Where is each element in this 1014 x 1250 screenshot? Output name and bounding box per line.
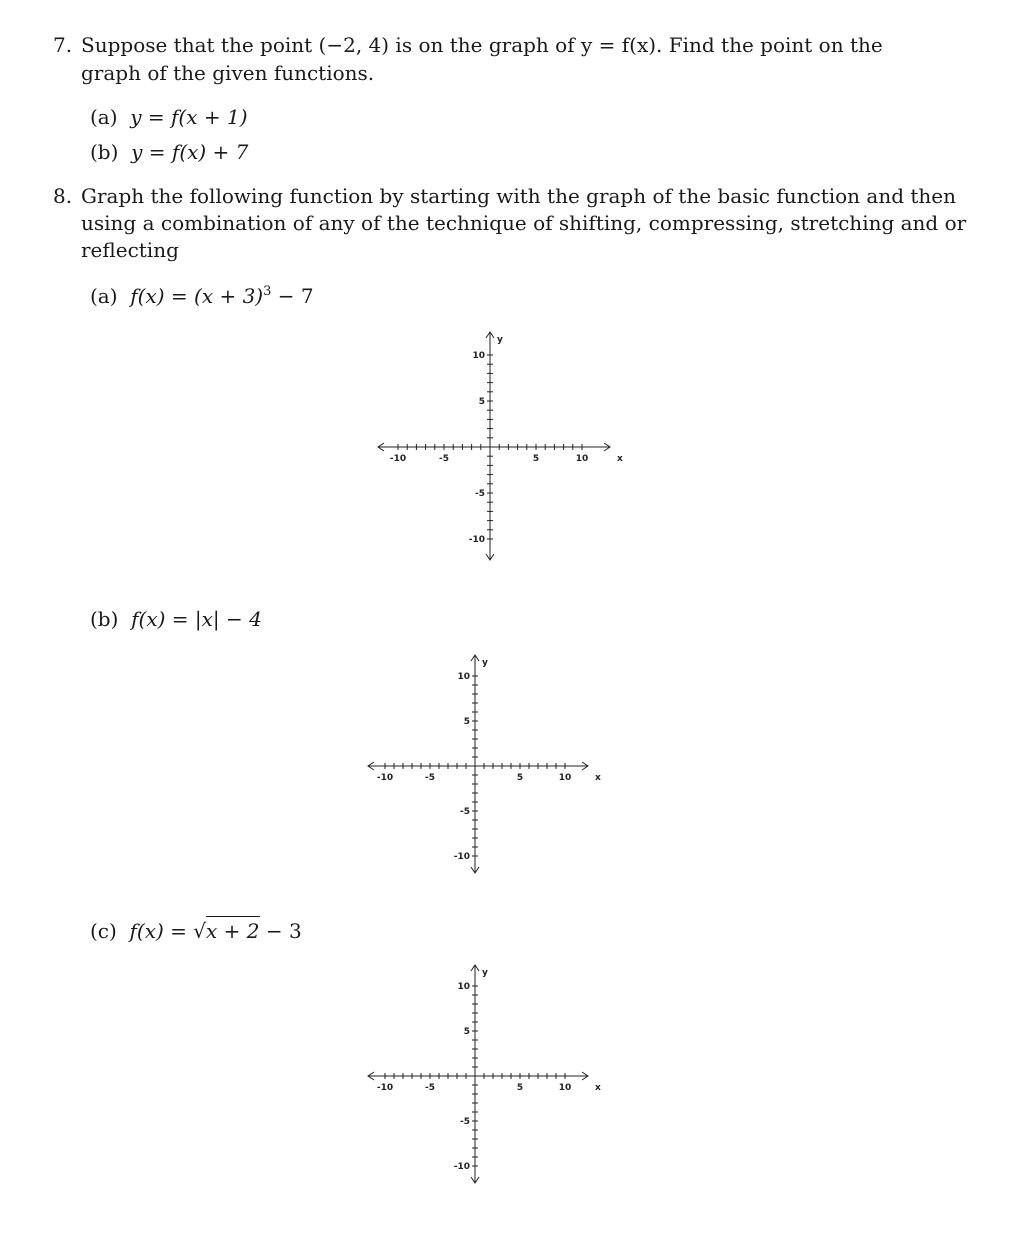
- x-tick-label: -10: [389, 454, 407, 464]
- axes-group: [368, 965, 601, 1183]
- y-axis-label: y: [482, 968, 488, 978]
- part-label: (a): [90, 284, 118, 308]
- y-tick-label: 5: [478, 397, 485, 407]
- part-expression: y = f(x) + 7: [131, 140, 249, 164]
- part-expression-rhs: − 3: [259, 919, 302, 943]
- y-tick-label: 5: [463, 1027, 470, 1037]
- part-expression-rhs: − 7: [271, 284, 314, 308]
- x-tick-label: -5: [425, 773, 435, 783]
- y-tick-label: 10: [457, 672, 470, 682]
- part-radicand: x + 2: [206, 916, 259, 945]
- sqrt-symbol: √: [193, 919, 207, 943]
- y-tick-label: -5: [475, 489, 485, 499]
- y-tick-label: 5: [463, 717, 470, 727]
- y-tick-label: -10: [453, 852, 470, 862]
- x-axis-label: x: [617, 454, 623, 464]
- y-tick-label: -5: [460, 1117, 470, 1127]
- x-tick-label: -5: [425, 1083, 435, 1093]
- y-tick-label: 10: [472, 351, 485, 361]
- part-label: (b): [90, 607, 119, 631]
- part-label: (a): [90, 105, 118, 129]
- problem-8-number: 8.: [53, 184, 73, 208]
- part-expression: f(x) = |x| − 4: [131, 607, 262, 631]
- x-axis-label: x: [595, 1083, 601, 1093]
- part-expression-lhs: f(x) = (x + 3): [130, 284, 264, 308]
- part-expression-lhs: f(x) =: [129, 919, 194, 943]
- x-tick-label: 5: [516, 1083, 524, 1093]
- x-tick-label: 5: [516, 773, 524, 783]
- problem-8-text-line-3: reflecting: [81, 238, 179, 262]
- problem-8-text-line-2: using a combination of any of the technique of shifting, compressing, stretching and or: [81, 211, 967, 235]
- part-label: (c): [90, 919, 117, 943]
- y-axis-label: y: [482, 658, 488, 668]
- x-axis-label: x: [595, 773, 601, 783]
- x-tick-label: -10: [376, 1083, 394, 1093]
- x-tick-label: -5: [439, 454, 449, 464]
- problem-7-text-line-2: graph of the given functions.: [81, 61, 375, 85]
- problem-7-text-line-1: Suppose that the point (−2, 4) is on the graph of y = f(x). Find the point on the: [81, 33, 883, 57]
- y-tick-label: -10: [453, 1162, 470, 1172]
- x-tick-label: -10: [376, 773, 394, 783]
- y-tick-label: -10: [468, 535, 485, 545]
- y-tick-label: 10: [457, 982, 470, 992]
- y-tick-label: -5: [460, 807, 470, 817]
- x-tick-label: 10: [558, 773, 572, 783]
- x-tick-label: 5: [532, 454, 540, 464]
- y-axis-label: y: [497, 335, 503, 345]
- x-tick-label: 10: [558, 1083, 572, 1093]
- x-tick-label: 10: [575, 454, 589, 464]
- problem-8-text-line-1: Graph the following function by starting with the graph of the basic function and then: [81, 184, 957, 208]
- part-expression: y = f(x + 1): [130, 105, 248, 129]
- problem-7-number: 7.: [53, 33, 73, 57]
- part-exponent: 3: [263, 284, 272, 299]
- part-label: (b): [90, 140, 119, 164]
